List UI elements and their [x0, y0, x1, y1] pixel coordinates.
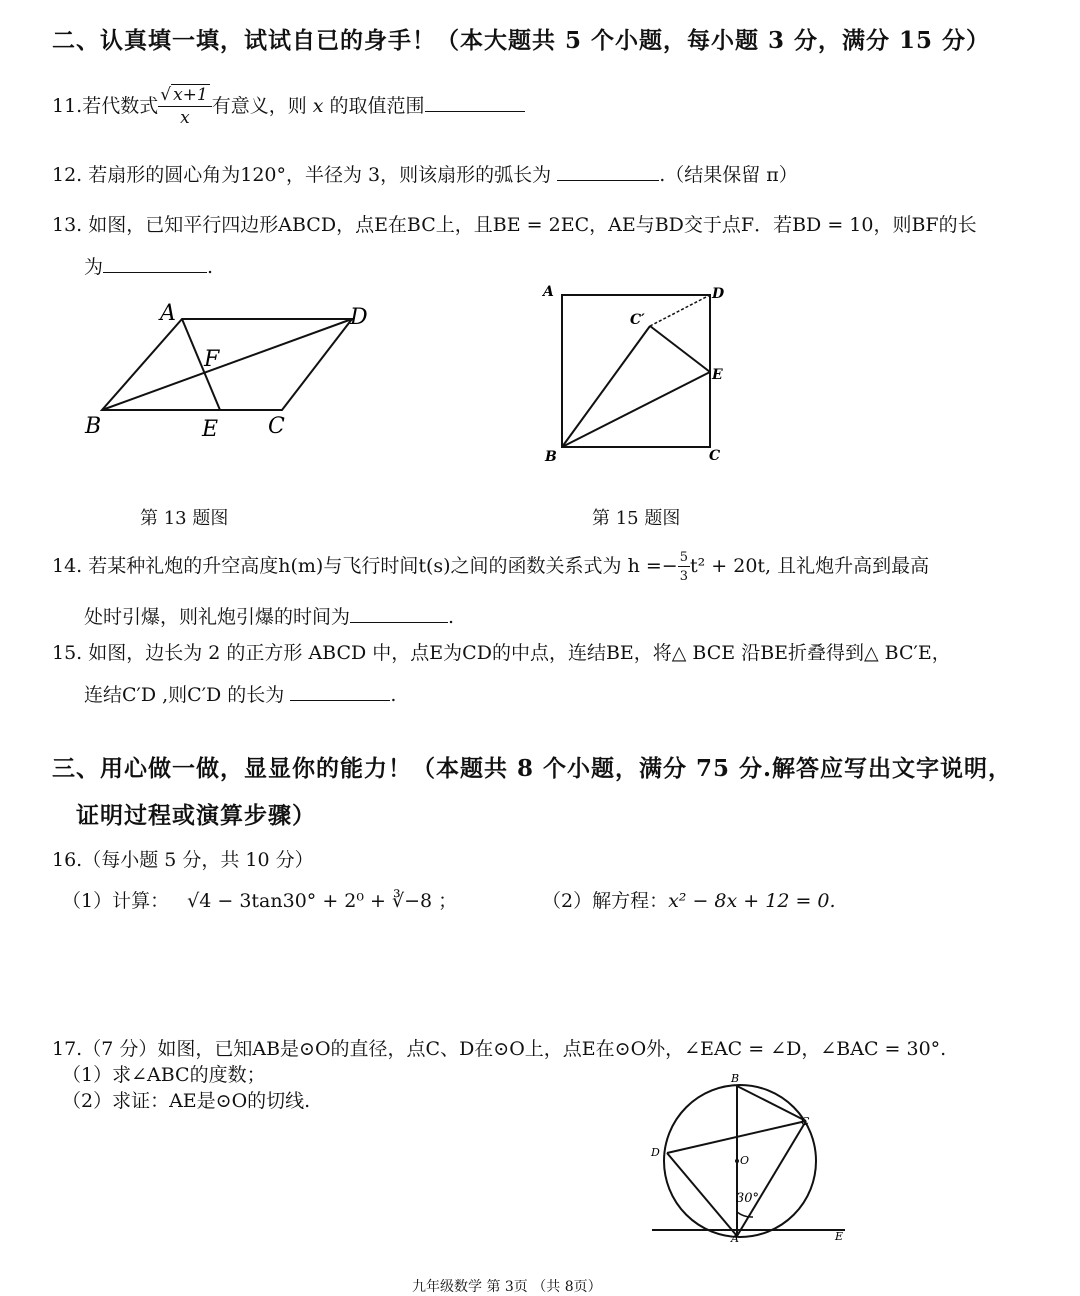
fig13-label-c: C [268, 414, 285, 439]
segment-bc-prime [562, 326, 650, 447]
q11-var: x [312, 95, 324, 117]
q13-line-1: 13. 如图，已知平行四边形ABCD，点E在BC上，且BE = 2EC，AE与BD交于点F．若BD = 10，则BF的长 [52, 214, 977, 236]
section-3-title-line-1: 三、用心做一做，显显你的能力！（本题共 8 个小题，满分 75 分.解答应写出文字说明， [52, 755, 1013, 782]
q16-part-2 [542, 886, 836, 913]
q11-answer-blank[interactable] [425, 93, 525, 112]
q17-line-1: 17.（7 分）如图，已知AB是⊙O的直径，点C、D在⊙O上，点E在⊙O外，∠EAC = ∠D，∠BAC = 30°. [52, 1038, 947, 1060]
fig13-label-d: D [350, 305, 368, 330]
fig17-label-e: E [835, 1230, 844, 1243]
q11-frac-num: x+1 [173, 85, 208, 105]
q13-line2-text: 为 [84, 256, 104, 278]
q15-answer-blank[interactable] [290, 682, 390, 701]
q13-line-2 [84, 252, 213, 279]
q14-line-2 [84, 602, 454, 629]
fig15-label-d: D [712, 286, 725, 302]
q14-frac-num: 5 [679, 550, 688, 565]
q12-answer-blank[interactable] [557, 162, 659, 181]
q12-tail: .（结果保留 π） [659, 164, 798, 186]
segment-be [562, 372, 710, 447]
q17-part-1: （1）求∠ABC的度数； [62, 1064, 266, 1086]
q14-line1-b: t² + 20t, 且礼炮升高到最高 [689, 555, 930, 577]
q16-part2-label: （2）解方程： [542, 890, 669, 912]
fig15-label-e: E [712, 367, 723, 383]
fig17-label-d: D [651, 1146, 660, 1159]
q13-answer-blank[interactable] [103, 254, 207, 273]
q16-part-1 [62, 886, 457, 913]
fig13-label-e: E [202, 417, 219, 442]
q14-line2-text: 处时引爆，则礼炮引爆的时间为 [84, 606, 351, 628]
q11-suffix-b: 的取值范围 [323, 95, 425, 117]
segment-c-prime-e [650, 326, 710, 372]
q14-line-1 [52, 544, 929, 588]
fig17-angle-label: 30° [736, 1191, 760, 1206]
q16-header: 16.（每小题 5 分，共 10 分） [52, 849, 314, 871]
page-footer: 九年级数学 第 3页 （共 8页） [412, 1279, 602, 1295]
q11-fraction: $\frac{√ x+1}{x}$ [158, 87, 212, 127]
fig15-label-a: A [543, 284, 554, 300]
figure-13-parallelogram [70, 290, 410, 450]
center-point-o [735, 1159, 739, 1163]
q11-prefix: 11.若代数式 [52, 95, 159, 117]
q11-suffix-a: 有意义，则 [211, 95, 313, 117]
question-11 [52, 80, 525, 132]
q14-line1-a: 14. 若某种礼炮的升空高度h(m)与飞行时间t(s)之间的函数关系式为 h =− [52, 555, 678, 577]
segment-c-prime-d [650, 295, 710, 326]
fig15-label-c-prime: C′ [630, 312, 645, 328]
q14-tail: . [448, 606, 455, 628]
q13-tail: . [207, 256, 214, 278]
q14-answer-blank[interactable] [350, 604, 448, 623]
q15-line2-text: 连结C′D ,则C′D 的长为 [84, 684, 285, 706]
q15-line-2 [84, 680, 396, 707]
fig15-label-b: B [545, 449, 557, 465]
section-3-title-line-2: 证明过程或演算步骤） [76, 802, 316, 829]
fig17-label-c: C [801, 1115, 810, 1128]
fig17-label-a: A [731, 1232, 739, 1245]
q14-fraction [678, 551, 690, 583]
figure-15-caption: 第 15 题图 [592, 508, 681, 529]
q12-text: 12. 若扇形的圆心角为120°，半径为 3，则该扇形的弧长为 [52, 164, 552, 186]
q11-frac-den: x [180, 108, 190, 128]
question-12 [52, 160, 798, 187]
q14-frac-den: 3 [679, 569, 688, 584]
fig17-label-b: B [731, 1072, 740, 1085]
figure-13-caption: 第 13 题图 [140, 508, 229, 529]
fig13-label-a: A [160, 301, 176, 326]
figure-17-circle [640, 1070, 860, 1250]
fig13-label-f: F [204, 347, 220, 372]
segment-ac [737, 1121, 806, 1236]
q15-line-1: 15. 如图，边长为 2 的正方形 ABCD 中，点E为CD的中点，连结BE，将△ BCE 沿BE折叠得到△ BC′E， [52, 642, 951, 664]
q16-part2-expr: x² − 8x + 12 = 0. [668, 890, 836, 912]
section-2-title: 二、认真填一填，试试自已的身手！（本大题共 5 个小题，每小题 3 分，满分 15 分） [52, 27, 991, 54]
figure-15-square [540, 278, 740, 473]
fig17-label-o: O [740, 1154, 750, 1167]
diagonal-bd [102, 319, 352, 410]
segment-da [667, 1153, 737, 1236]
q15-tail: . [390, 684, 397, 706]
q16-part1-label: （1）计算： [62, 890, 170, 912]
fig15-label-c: C [709, 448, 721, 464]
q17-part-2: （2）求证：AE是⊙O的切线. [62, 1090, 311, 1112]
fig13-label-b: B [85, 414, 102, 439]
q16-part1-expr: √4 − 3tan30° + 2⁰ + ∛−8 ； [187, 890, 458, 912]
